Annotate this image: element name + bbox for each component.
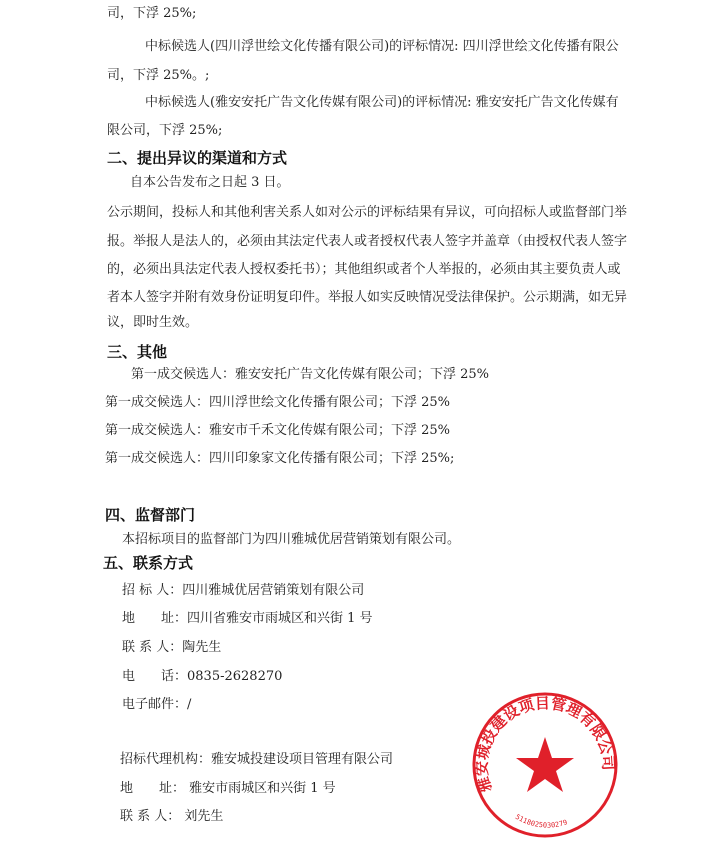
paragraph-line: 公示期间，投标人和其他利害关系人如对公示的评标结果有异议，可向招标人或监督部门举 bbox=[107, 205, 628, 220]
paragraph-line: 议，即时生效。 bbox=[107, 315, 199, 330]
intro-line: 司，下浮 25%。; bbox=[107, 68, 210, 83]
contact-value: 陶先生 bbox=[182, 640, 222, 655]
email-value: / bbox=[187, 697, 192, 712]
agency-contact-row bbox=[120, 808, 223, 826]
agency-contact-value: 刘先生 bbox=[180, 809, 224, 824]
stamp-ring bbox=[474, 694, 616, 836]
email-label: 电子邮件： bbox=[122, 697, 188, 712]
agency-address-row bbox=[120, 780, 336, 798]
section-heading-objection: 二、提出异议的渠道和方式 bbox=[107, 149, 288, 167]
contact-label: 联 系 人： bbox=[122, 640, 183, 655]
svg-text:5118025030279 bbox=[514, 813, 568, 830]
contact-row bbox=[122, 639, 221, 657]
company-seal-stamp bbox=[470, 690, 620, 840]
section-heading-other: 三、其他 bbox=[107, 343, 168, 361]
paragraph-line: 报。举报人是法人的，必须由其法定代表人或者授权代表人签字并盖章（由授权代表人签字 bbox=[107, 234, 628, 249]
paragraph-line: 者本人签字并附有效身份证明复印件。举报人如实反映情况受法律保护。公示期满，如无异 bbox=[107, 290, 628, 305]
address-label: 地 址： bbox=[122, 611, 188, 626]
candidate-line: 第一成交候选人：四川印象家文化传播有限公司；下浮 25%; bbox=[105, 451, 455, 466]
address-row bbox=[122, 610, 373, 628]
candidate-line: 第一成交候选人：雅安市千禾文化传媒有限公司；下浮 25% bbox=[105, 423, 451, 438]
address-value: 四川省雅安市雨城区和兴街 1 号 bbox=[187, 611, 373, 626]
intro-line: 中标候选人(雅安安托广告文化传媒有限公司)的评标情况: 雅安安托广告文化传媒有 bbox=[145, 95, 619, 110]
candidate-line: 第一成交候选人：四川浮世绘文化传播有限公司；下浮 25% bbox=[105, 395, 451, 410]
agency-address-value: 雅安市雨城区和兴街 1 号 bbox=[185, 781, 336, 796]
intro-line: 限公司，下浮 25%; bbox=[107, 123, 223, 138]
phone-value: 0835-2628270 bbox=[187, 669, 283, 684]
intro-line: 司，下浮 25%; bbox=[107, 6, 197, 21]
svg-text:雅安城投建设项目管理有限公司 bbox=[473, 694, 618, 794]
paragraph-line: 自本公告发布之日起 3 日。 bbox=[130, 175, 290, 190]
tenderer-row bbox=[122, 582, 364, 600]
intro-line: 中标候选人(四川浮世绘文化传播有限公司)的评标情况: 四川浮世绘文化传播有限公 bbox=[145, 39, 619, 54]
candidate-line: 第一成交候选人：雅安安托广告文化传媒有限公司；下浮 25% bbox=[131, 367, 490, 382]
agency-label: 招标代理机构： bbox=[120, 752, 212, 767]
supervision-text: 本招标项目的监督部门为四川雅城优居营销策划有限公司。 bbox=[122, 532, 461, 547]
agency-address-label: 地 址： bbox=[120, 781, 186, 796]
paragraph-line: 的，必须出具法定代表人授权委托书）；其他组织或者个人举报的，必须由其主要负责人或 bbox=[107, 262, 621, 277]
email-row bbox=[122, 696, 191, 714]
stamp-text: 雅安城投建设项目管理有限公司 bbox=[472, 694, 618, 795]
phone-label: 电 话： bbox=[122, 669, 188, 684]
section-heading-supervision: 四、监督部门 bbox=[105, 506, 196, 524]
agency-row bbox=[120, 751, 393, 769]
section-heading-contact: 五、联系方式 bbox=[103, 554, 194, 572]
star-icon bbox=[516, 737, 574, 792]
agency-value: 雅安城投建设项目管理有限公司 bbox=[211, 752, 394, 767]
tenderer-label: 招 标 人： bbox=[122, 583, 183, 598]
stamp-number: 5118025030279 bbox=[513, 812, 569, 830]
tenderer-value: 四川雅城优居营销策划有限公司 bbox=[182, 583, 365, 598]
phone-row bbox=[122, 668, 282, 686]
agency-contact-label: 联 系 人： bbox=[120, 809, 181, 824]
